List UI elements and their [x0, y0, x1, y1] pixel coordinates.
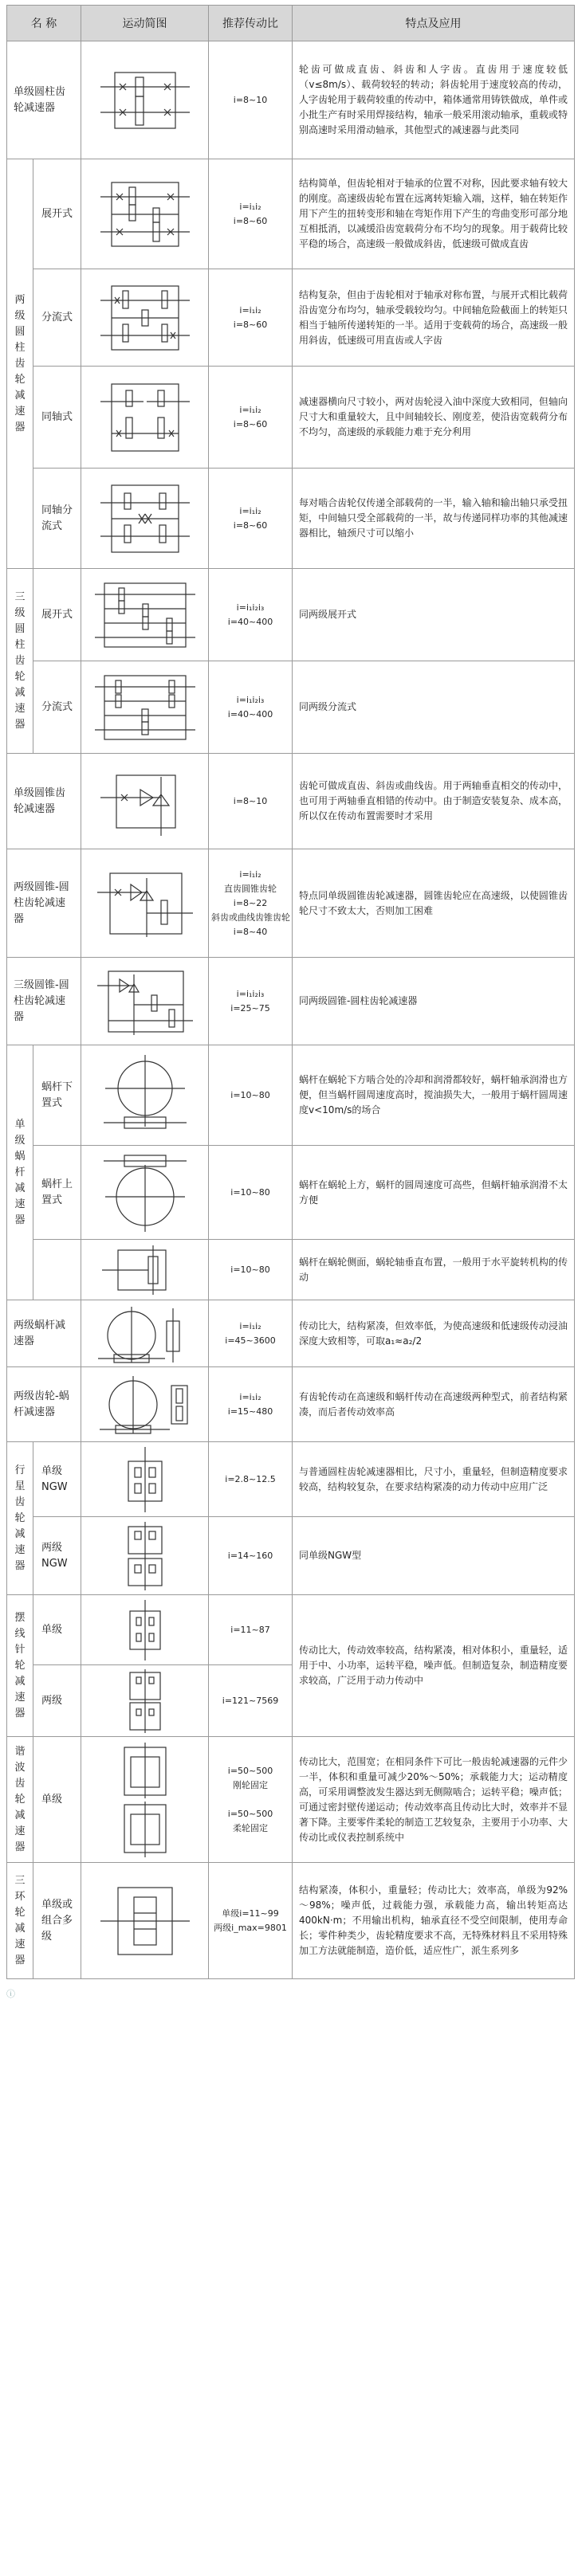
ratio-cell	[209, 1367, 293, 1442]
description: 同单级NGW型	[293, 1517, 575, 1595]
ratio-line: i=i₁i₂	[239, 505, 261, 516]
ratio-line: i=2.8~12.5	[225, 1473, 276, 1484]
kinematic-diagram	[81, 1300, 209, 1367]
description: 蜗杆在蜗轮侧面，蜗轮轴垂直布置，一般用于水平旋转机构的传动	[293, 1240, 575, 1300]
description: 有齿轮传动在高速级和蜗杆传动在高速级两种型式，前者结构紧凑，而后者传动效率高	[293, 1367, 575, 1442]
ratio-cell	[209, 1665, 293, 1737]
sub-name: 蜗杆下置式	[33, 1045, 81, 1146]
group-label: 单级蜗杆减速器	[14, 1118, 26, 1226]
group-label: 两级圆柱齿轮减速器	[14, 293, 26, 433]
header-row	[7, 6, 575, 41]
sub-name: 单级或组合多级	[33, 1863, 81, 1979]
ratio-cell	[209, 41, 293, 159]
header-name: 名 称	[7, 6, 81, 41]
header-features: 特点及应用	[293, 6, 575, 41]
ratio-line: i=8~60	[233, 418, 268, 429]
header-ratio: 推荐传动比	[209, 6, 293, 41]
ratio-line: i=i₁i₂	[239, 1320, 261, 1331]
ratio-line: i=10~80	[230, 1264, 270, 1275]
ratio-line: i=25~75	[230, 1002, 270, 1014]
table-row	[7, 1240, 575, 1300]
kinematic-diagram	[81, 159, 209, 269]
ratio-line: i=i₁i₂i₃	[236, 602, 265, 613]
group-label: 行星齿轮减速器	[14, 1464, 26, 1572]
description: 同两级分流式	[293, 661, 575, 754]
ratio-cell	[209, 1300, 293, 1367]
kinematic-diagram	[81, 754, 209, 849]
ratio-line: i=121~7569	[222, 1695, 279, 1706]
table-row	[7, 269, 575, 367]
reducer-table	[6, 5, 575, 1979]
kinematic-diagram	[81, 269, 209, 367]
kinematic-diagram	[81, 367, 209, 469]
ratio-cell	[209, 469, 293, 569]
table-row	[7, 1595, 575, 1665]
group-name	[7, 1442, 33, 1595]
sub-name: 分流式	[33, 661, 81, 754]
header-diagram: 运动简图	[81, 6, 209, 41]
sub-name: 展开式	[33, 569, 81, 661]
sub-name: 分流式	[33, 269, 81, 367]
ratio-line: i=45~3600	[225, 1335, 276, 1346]
description: 特点同单级圆锥齿轮减速器，圆锥齿轮应在高速级，以使圆锥齿轮尺寸不致太大，否则加工困难	[293, 849, 575, 958]
ratio-cell	[209, 1737, 293, 1863]
table-row	[7, 849, 575, 958]
kinematic-diagram	[81, 661, 209, 754]
row-name: 单级圆锥齿轮减速器	[7, 754, 81, 849]
group-label: 三级圆柱齿轮减速器	[14, 590, 26, 731]
ratio-cell	[209, 1442, 293, 1517]
ratio-cell	[209, 849, 293, 958]
ratio-line: i=8~22	[233, 897, 268, 908]
ratio-line: 斜齿或曲线齿锥齿轮	[211, 912, 291, 923]
ratio-line: i=8~40	[233, 926, 268, 937]
ratio-cell	[209, 754, 293, 849]
kinematic-diagram	[81, 1863, 209, 1979]
description: 同两级展开式	[293, 569, 575, 661]
description: 轮齿可做成直齿、斜齿和人字齿。直齿用于速度较低（v≤8m/s）、载荷较轻的转动；斜齿轮用于速度较高的传动，人字齿轮用于载荷较重的传动中，箱体通常用铸铁做成，单件或小批生产有时采用焊接结构，轴承一般采用滚动轴承，重载或特别高速时采用滑动轴承，其他型式的减速器与此类同	[293, 41, 575, 159]
description: 传动比大，结构紧凑，但效率低，为使高速级和低速级传动浸油深度大致相等，可取a₁≈a₂/2	[293, 1300, 575, 1367]
ratio-line: i=14~160	[227, 1550, 273, 1561]
group-name	[7, 1045, 33, 1300]
ratio-line: i=40~400	[227, 708, 273, 719]
description: 同两级圆锥-圆柱齿轮减速器	[293, 958, 575, 1045]
ratio-line: i=i₁i₂	[239, 304, 261, 316]
kinematic-diagram	[81, 1045, 209, 1146]
description: 结构简单，但齿轮相对于轴承的位置不对称，因此要求轴有较大的刚度。高速级齿轮布置在远离转矩输入端，这样，轴在转矩作用下产生的扭转变形和轴在弯矩作用下产生的弯曲变形可部分地互相抵消，以减缓沿齿宽载荷分布不均匀的现象。用于载荷比较平稳的场合，高速级一般做成斜齿，低速级可做成直齿	[293, 159, 575, 269]
kinematic-diagram	[81, 1737, 209, 1863]
group-label: 三环轮减速器	[14, 1874, 26, 1966]
ratio-cell	[209, 159, 293, 269]
table-row	[7, 1300, 575, 1367]
ratio-line: i=15~480	[227, 1406, 273, 1417]
group-name	[7, 1863, 33, 1979]
ratio-line: i=i₁i₂	[239, 201, 261, 212]
ratio-cell	[209, 1045, 293, 1146]
table-row	[7, 469, 575, 569]
ratio-line: 直齿圆锥齿轮	[224, 883, 277, 894]
row-name: 两级齿轮-蜗杆减速器	[7, 1367, 81, 1442]
ratio-cell	[209, 958, 293, 1045]
kinematic-diagram	[81, 1146, 209, 1240]
description: 蜗杆在蜗轮下方啮合处的冷却和润滑都较好，蜗杆轴承润滑也方便，但当蜗杆圆周速度高时，搅油损失大，一般用于蜗杆圆周速度v<10m/s的场合	[293, 1045, 575, 1146]
table-row	[7, 569, 575, 661]
ratio-line: 刚轮固定	[233, 1779, 269, 1790]
ratio-line: 两级i_max=9801	[214, 1922, 287, 1933]
sub-name: 展开式	[33, 159, 81, 269]
ratio-cell	[209, 367, 293, 469]
ratio-line: i=10~80	[230, 1186, 270, 1198]
kinematic-diagram	[81, 1665, 209, 1737]
ratio-line: i=50~500	[227, 1765, 273, 1776]
ratio-line: 单级i=11~99	[222, 1907, 279, 1919]
description: 传动比大，范围宽；在相同条件下可比一般齿轮减速器的元件少一半，体积和重量可减少20%～50%；承载能力大；运动精度高，可采用调整波发生器达到无侧隙啮合；运转平稳；噪声低；可通过密封壁传递运动；传动效率高且传动比大时，效率并不显著下降。主要零件柔轮的制造工艺较复杂，主要用于小功率、大传动比或仪表控制系统中	[293, 1737, 575, 1863]
row-name: 两级蜗杆减速器	[7, 1300, 81, 1367]
kinematic-diagram	[81, 1595, 209, 1665]
table-row	[7, 1367, 575, 1442]
ratio-line: i=8~60	[233, 319, 268, 330]
ratio-line: i=8~60	[233, 520, 268, 531]
info-icon: ⓘ	[6, 1989, 15, 1999]
ratio-line: i=i₁i₂i₃	[236, 694, 265, 705]
group-label: 摆线针轮减速器	[14, 1611, 26, 1719]
description: 与普通圆柱齿轮减速器相比，尺寸小，重量轻，但制造精度要求较高，结构较复杂，在要求结构紧凑的动力传动中应用广泛	[293, 1442, 575, 1517]
ratio-cell	[209, 661, 293, 754]
sub-name: 同轴分流式	[33, 469, 81, 569]
ratio-line: i=i₁i₂	[239, 1391, 261, 1402]
group-name	[7, 569, 33, 754]
row-name: 两级圆锥-圆柱齿轮减速器	[7, 849, 81, 958]
kinematic-diagram	[81, 1517, 209, 1595]
ratio-cell	[209, 1240, 293, 1300]
row-name: 单级圆柱齿轮减速器	[7, 41, 81, 159]
table-row	[7, 661, 575, 754]
sub-name	[33, 1240, 81, 1300]
sub-name: 单级	[33, 1595, 81, 1665]
kinematic-diagram	[81, 569, 209, 661]
description: 每对啮合齿轮仅传递全部载荷的一半，输入轴和输出轴只承受扭矩，中间轴只受全部载荷的一半，故与传递同样功率的其他减速器相比，轴颈尺寸可以缩小	[293, 469, 575, 569]
group-label: 谐波齿轮减速器	[14, 1745, 26, 1853]
ratio-line: i=8~60	[233, 215, 268, 226]
description: 蜗杆在蜗轮上方，蜗杆的圆周速度可高些，但蜗杆轴承润滑不太方便	[293, 1146, 575, 1240]
ratio-cell	[209, 1595, 293, 1665]
row-name: 三级圆锥-圆柱齿轮减速器	[7, 958, 81, 1045]
kinematic-diagram	[81, 1442, 209, 1517]
description: 齿轮可做成直齿、斜齿或曲线齿。用于两轴垂直相交的传动中，也可用于两轴垂直相错的传动中。由于制造安装复杂、成本高，所以仅在传动布置需要时才采用	[293, 754, 575, 849]
sub-name: 单级	[33, 1737, 81, 1863]
ratio-line: i=40~400	[227, 616, 273, 627]
sub-name: 单级NGW	[33, 1442, 81, 1517]
ratio-line: i=i₁i₂i₃	[236, 988, 265, 999]
sub-name: 蜗杆上置式	[33, 1146, 81, 1240]
group-name	[7, 159, 33, 569]
ratio-cell	[209, 1517, 293, 1595]
table-row	[7, 1863, 575, 1979]
kinematic-diagram	[81, 41, 209, 159]
ratio-line: i=i₁i₂	[239, 404, 261, 415]
description: 结构复杂，但由于齿轮相对于轴承对称布置，与展开式相比载荷沿齿宽分布均匀，轴承受载较均匀。中间轴危险截面上的转矩只相当于轴所传递转矩的一半。适用于变载荷的场合，高速级一般用斜齿，低速级可用直齿或人字齿	[293, 269, 575, 367]
table-row	[7, 159, 575, 269]
kinematic-diagram	[81, 1240, 209, 1300]
group-name	[7, 1595, 33, 1737]
description: 减速器横向尺寸较小，两对齿轮浸入油中深度大致相同，但轴向尺寸大和重量较大，且中间轴较长、刚度差，使沿齿宽载荷分布不均匀，高速级的承载能力难于充分利用	[293, 367, 575, 469]
ratio-line: i=8~10	[233, 94, 268, 105]
table-row	[7, 367, 575, 469]
ratio-line: i=50~500	[227, 1808, 273, 1819]
description: 结构紧凑，体积小，重量轻；传动比大；效率高，单级为92%～98%；噪声低，过载能力强，承载能力高，输出转矩高达400kN·m；不用输出机构，轴承直径不受空间限制，使用寿命长；零件种类少，齿轮精度要求不高，无特殊材料且不采用特殊加工方法就能制造，造价低，适应性广，派生系列多	[293, 1863, 575, 1979]
table-row	[7, 754, 575, 849]
kinematic-diagram	[81, 1367, 209, 1442]
ratio-line	[211, 1793, 289, 1807]
table-row	[7, 1517, 575, 1595]
ratio-line: i=i₁i₂	[239, 868, 261, 880]
table-row	[7, 41, 575, 159]
sub-name: 同轴式	[33, 367, 81, 469]
sub-name: 两级	[33, 1665, 81, 1737]
ratio-line: i=10~80	[230, 1089, 270, 1100]
ratio-line: i=8~10	[233, 795, 268, 806]
ratio-line: i=11~87	[230, 1624, 270, 1635]
kinematic-diagram	[81, 958, 209, 1045]
sub-name: 两级NGW	[33, 1517, 81, 1595]
ratio-line: 柔轮固定	[233, 1822, 269, 1833]
kinematic-diagram	[81, 849, 209, 958]
ratio-cell	[209, 569, 293, 661]
table-row	[7, 1442, 575, 1517]
ratio-cell	[209, 1146, 293, 1240]
ratio-cell	[209, 269, 293, 367]
table-row	[7, 958, 575, 1045]
ratio-cell	[209, 1863, 293, 1979]
kinematic-diagram	[81, 469, 209, 569]
table-row	[7, 1737, 575, 1863]
description: 传动比大，传动效率较高，结构紧凑，相对体积小，重量轻，适用于中、小功率，运转平稳，噪声低。但制造复杂，制造精度要求较高，广泛用于动力传动中	[293, 1595, 575, 1737]
group-name	[7, 1737, 33, 1863]
table-row	[7, 1045, 575, 1146]
table-row	[7, 1146, 575, 1240]
